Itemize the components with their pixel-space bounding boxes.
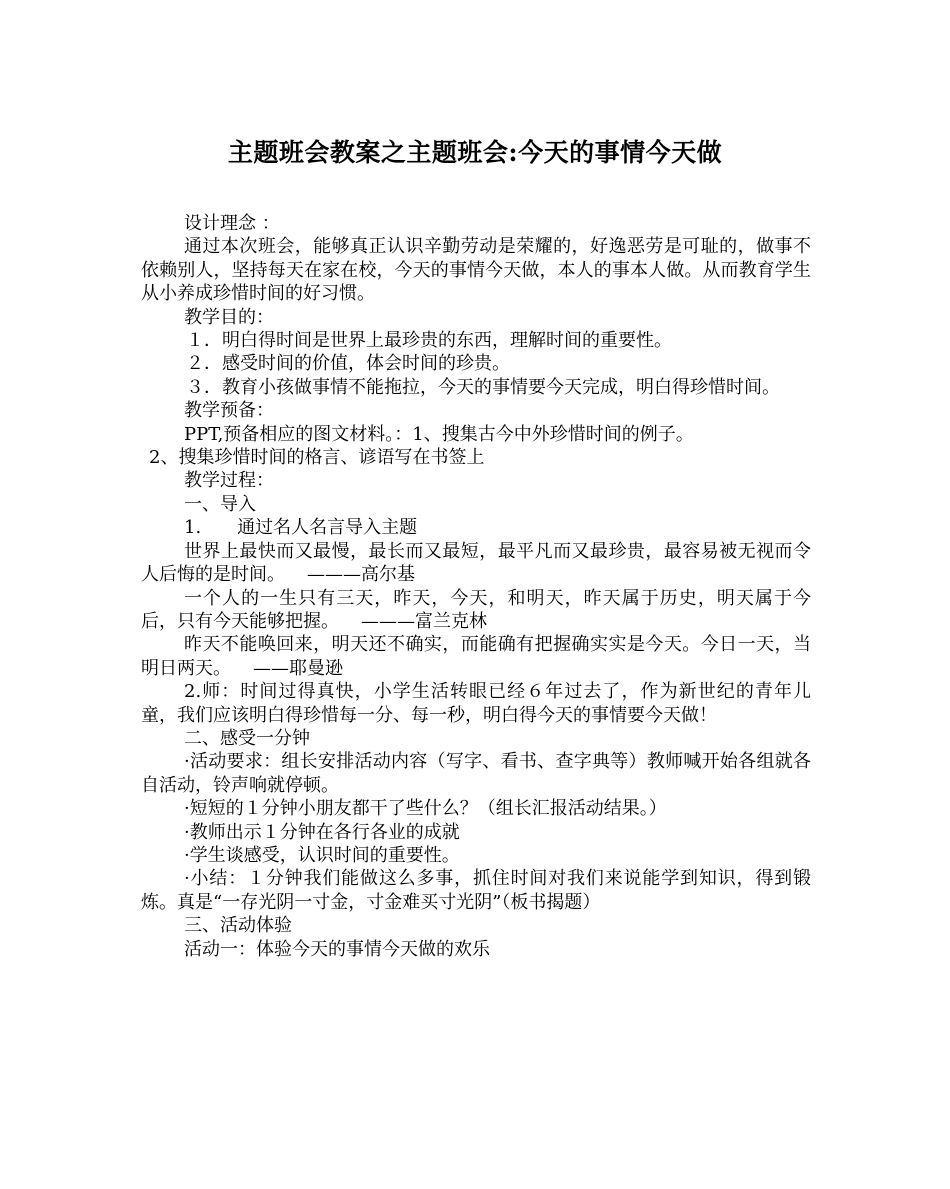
document-title: 主题班会教案之主题班会:今天的事情今天做 <box>227 138 723 167</box>
preparation-item-1: PPT,预备相应的图文材料。：1、搜集古今中外珍惜时间的例子。 <box>184 423 694 445</box>
quote-author: ———高尔基 <box>307 564 415 586</box>
bullet-students-talk: ·学生谈感受，认识时间的重要性。 <box>184 844 460 866</box>
quote-emerson <box>141 633 811 680</box>
step-heading-activity: 三、活动体验 <box>184 915 292 937</box>
preparation-item-2: 2、搜集珍惜时间的格言、谚语写在书签上 <box>149 447 485 469</box>
intro-item-2: 2.师：时间过得真快，小学生活转眼已经６年过去了，作为新世纪的青年儿童，我们应该明白得珍惜每一分、每一秒，明白得今天的事情要今天做！ <box>141 681 811 726</box>
goal-item-2: ２．感受时间的价值，体会时间的珍贵。 <box>186 353 510 375</box>
intro-item-1: 1. 通过名人名言导入主题 <box>184 517 418 539</box>
section-heading-process: 教学过程： <box>184 470 274 492</box>
bullet-one-minute-question: ·短短的１分钟小朋友都干了些什么？（组长汇报活动结果。） <box>184 798 667 820</box>
activity-one: 活动一：体验今天的事情今天做的欢乐 <box>184 938 490 960</box>
section-heading-design: 设计理念 ： <box>184 213 280 234</box>
step-heading-intro: 一、导入 <box>184 493 256 515</box>
quote-text: 一个人的一生只有三天，昨天，今天，和明天，昨天属于历史，明天属于今后，只有今天能够把握。 <box>141 587 811 632</box>
section-heading-goals: 教学目的： <box>184 306 274 328</box>
bullet-teacher-shows: ·教师出示１分钟在各行各业的成就 <box>184 821 460 843</box>
quote-author: ——耶曼逊 <box>253 657 343 679</box>
quote-franklin <box>141 587 811 634</box>
paragraph-design-concept: 通过本次班会，能够真正认识辛勤劳动是荣耀的，好逸恶劳是可耻的，做事不依赖别人，坚持每天在家在校，今天的事情今天做，本人的事本人做。从而教育学生从小养成珍惜时间的好习惯。 <box>141 236 811 305</box>
quote-author: ———富兰克林 <box>361 610 487 632</box>
quote-text: 昨天不能唤回来，明天还不确实，而能确有把握确实实是今天。今日一天，当明日两天。 <box>141 634 811 679</box>
section-heading-preparation: 教学预备： <box>184 400 274 422</box>
goal-item-3: ３．教育小孩做事情不能拖拉，今天的事情要今天完成，明白得珍惜时间。 <box>186 376 780 398</box>
bullet-summary: ·小结：１分钟我们能做这么多事，抓住时间对我们来说能学到知识，得到锻炼。真是“一存光阴一寸金，寸金难买寸光阴”（板书揭题） <box>141 868 811 913</box>
step-heading-one-minute: 二、感受一分钟 <box>184 727 310 749</box>
goal-item-1: １．明白得时间是世界上最珍贵的东西，理解时间的重要性。 <box>186 330 672 352</box>
quote-text: 世界上最快而又最慢，最长而又最短，最平凡而又最珍贵，最容易被无视而令人后悔的是时间。 <box>141 540 811 586</box>
quote-gorky <box>141 540 811 587</box>
document-body <box>141 212 811 961</box>
bullet-activity-requirement: ·活动要求：组长安排活动内容（写字、看书、查字典等）教师喊开始各组就各自活动，铃声响就停顿。 <box>141 751 811 796</box>
